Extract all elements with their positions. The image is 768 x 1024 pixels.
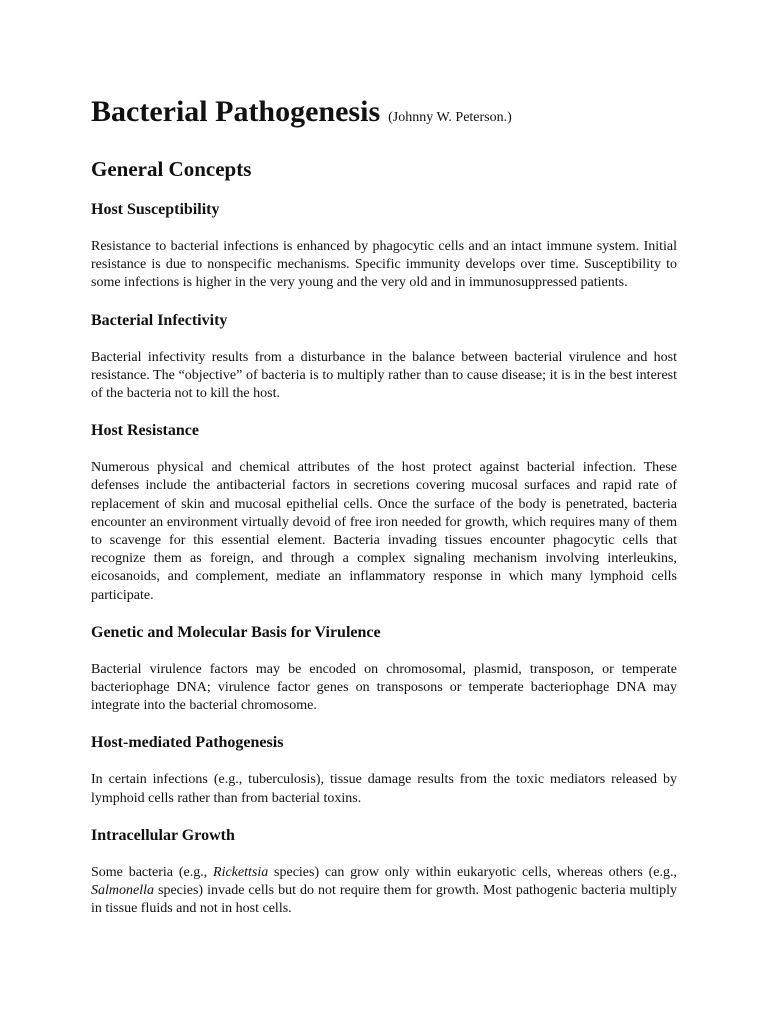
heading-host-resistance: Host Resistance <box>91 422 199 440</box>
paragraph-bacterial-infectivity: Bacterial infectivity results from a disturbance in the balance between bacterial virulence and host resistance. The “objective” of bacteria is to multiply rather than to cause disease; it is in the best interest of the bacteria not to kill the host. <box>91 349 677 402</box>
rickettsia-italic: Rickettsia <box>213 864 269 880</box>
document-author: (Johnny W. Peterson.) <box>388 110 512 125</box>
heading-host-susceptibility: Host Susceptibility <box>91 201 220 218</box>
title-line <box>91 92 677 138</box>
salmonella-italic: Salmonella <box>91 883 154 899</box>
paragraph-host-mediated-pathogenesis: In certain infections (e.g., tuberculosis), tissue damage results from the toxic mediators released by lymphoid cells rather than from bacterial toxins. <box>91 772 677 806</box>
heading-genetic-molecular-basis: Genetic and Molecular Basis for Virulence <box>91 623 381 641</box>
section-title: General Concepts <box>91 157 252 181</box>
document-page <box>91 92 677 936</box>
heading-host-mediated-pathogenesis: Host-mediated Pathogenesis <box>91 734 284 752</box>
heading-intracellular-growth: Intracellular Growth <box>91 826 235 844</box>
paragraph-text: species) invade cells but do not require them for growth. Most pathogenic bacteria multiply in tissue fluids and not in host cells. <box>91 883 677 917</box>
paragraph-genetic-molecular-basis: Bacterial virulence factors may be encoded on chromosomal, plasmid, transposon, or temperate bacteriophage DNA; virulence factor genes on transposons or temperate bacteriophage DNA may integrate into the bacterial chromosome. <box>91 661 677 714</box>
paragraph-text: species) can grow only within eukaryotic cells, whereas others (e.g., <box>268 864 678 880</box>
heading-bacterial-infectivity: Bacterial Infectivity <box>91 311 228 329</box>
document-title: Bacterial Pathogenesis <box>91 95 381 128</box>
paragraph-intracellular-growth <box>91 864 677 919</box>
paragraph-host-susceptibility: Resistance to bacterial infections is enhanced by phagocytic cells and an intact immune system. Initial resistance is due to nonspecific mechanisms. Specific immunity develops over time. Susceptibility to some infections is higher in the very young and the very old and in immunosuppressed patients. <box>91 239 677 291</box>
paragraph-text: Some bacteria (e.g., <box>91 864 214 880</box>
paragraph-host-resistance: Numerous physical and chemical attributes of the host protect against bacterial infection. These defenses include the antibacterial factors in secretions covering mucosal surfaces and rapid rate of replacement of skin and mucosal epithelial cells. Once the surface of the body is penetrated, bacteria encounter an environment virtually devoid of free iron needed for growth, which requires many of them to scavenge for this essential element. Bacteria invading tissues encounter phagocytic cells that recognize them as foreign, and through a complex signaling mechanism involving interleukins, eicosanoids, and complement, mediate an inflammatory response in which many lymphoid cells participate. <box>91 460 677 603</box>
